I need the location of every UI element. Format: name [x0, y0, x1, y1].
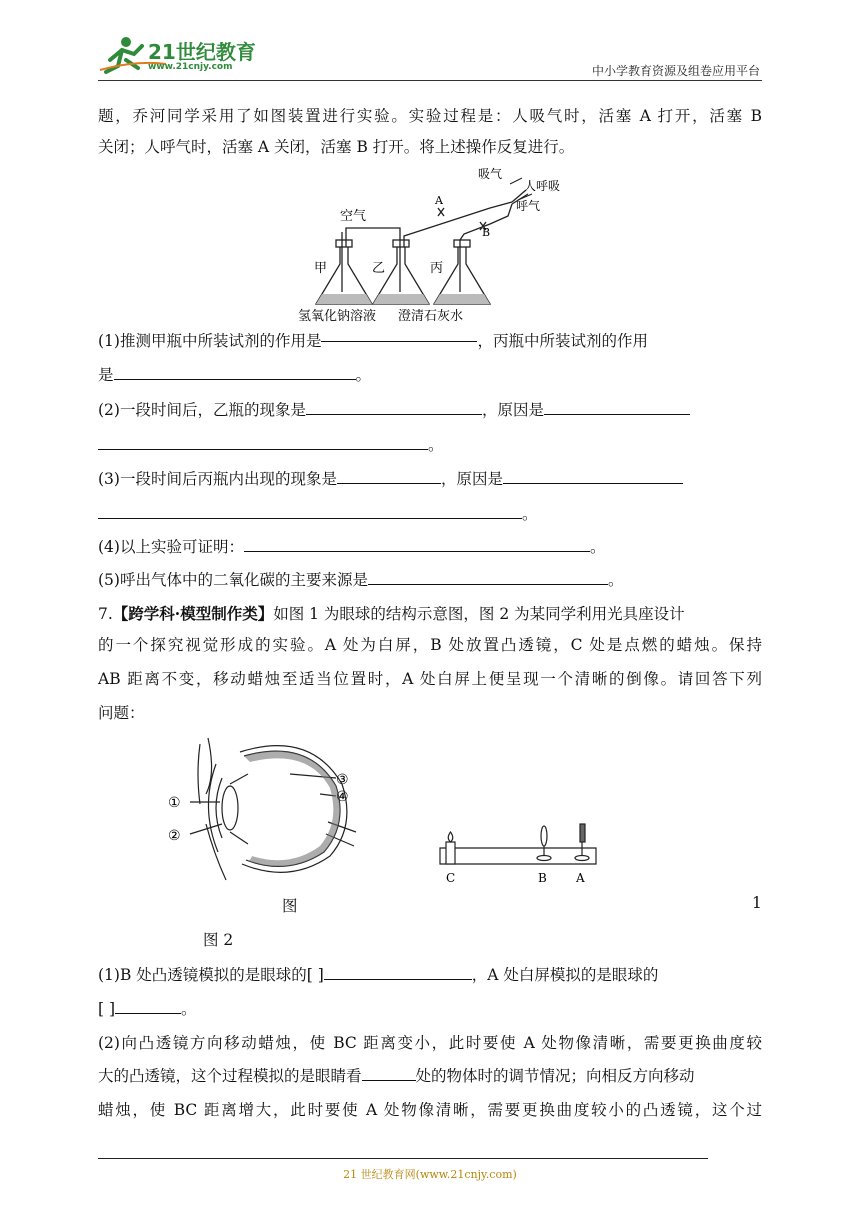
q6-part2-end: 。 — [428, 436, 444, 454]
q7-line-4: 问题： — [98, 704, 145, 722]
label-flask-bing: 丙 — [430, 261, 444, 276]
q7-line-3: AB 距离不变，移动蜡烛至适当位置时，A 处白屏上便呈现一个清晰的倒像。请回答下列 — [98, 670, 762, 688]
q6-part1-blank-2[interactable] — [114, 363, 356, 380]
q6-part2-text-a: (2)一段时间后，乙瓶的现象是 — [98, 401, 306, 419]
q7-sub2-line-2 — [98, 1061, 762, 1092]
q6-part1-text-c: 是 — [98, 366, 114, 384]
q6-part4-text-a: (4)以上实验可证明： — [98, 538, 244, 556]
q6-part1-text-b: ，丙瓶中所装试剂的作用 — [477, 332, 648, 350]
q6-part2-cont — [98, 430, 762, 461]
label-valve-b: B — [482, 226, 491, 239]
q7-sub1 — [98, 960, 762, 991]
label-limewater: 澄清石灰水 — [398, 309, 464, 324]
q6-part2 — [98, 395, 762, 426]
label-flask-jia: 甲 — [314, 261, 328, 276]
q6-part3 — [98, 464, 762, 495]
label-air: 空气 — [340, 209, 367, 224]
label-valve-a: A — [435, 194, 443, 207]
q6-part5-blank[interactable] — [368, 568, 608, 585]
logo-url: www.21cnjy.com — [148, 62, 233, 72]
q7-line-2: 的一个探究视觉形成的实验。A 处为白屏，B 处放置凸透镜，C 处是点燃的蜡烛。保持 — [98, 636, 762, 654]
q7-sub1-blank-2[interactable] — [115, 997, 181, 1014]
eye-label-1: ① — [168, 795, 181, 811]
q7-number: 7. — [98, 605, 113, 623]
eye-structure-figure — [160, 734, 390, 884]
q7-sub1-cont — [98, 994, 762, 1025]
q7-line-1 — [98, 598, 762, 630]
q6-part1-text-a: (1)推测甲瓶中所装试剂的作用是 — [98, 332, 322, 350]
bench-label-c: C — [446, 871, 456, 885]
label-exhale: 呼气 — [516, 199, 541, 213]
logo-text: 21世纪教育 — [148, 40, 256, 64]
q7-tag: 【跨学科·模型制作类】 — [112, 604, 274, 623]
q6-part2-blank-2[interactable] — [544, 398, 690, 415]
footer-text: 21 世纪教育网(www.21cnjy.com) — [343, 1168, 517, 1181]
q7-text-1: 如图 1 为眼球的结构示意图，图 2 为某同学利用光具座设计 — [273, 605, 685, 623]
q6-part3-blank-2[interactable] — [503, 467, 683, 484]
bench-label-a: A — [576, 871, 585, 885]
figure-2-caption: 图 2 — [203, 931, 234, 949]
q6-part3-blank-1[interactable] — [337, 467, 441, 484]
q6-part3-blank-3[interactable] — [98, 502, 522, 519]
eye-label-2: ② — [168, 828, 181, 844]
q6-part4-end: 。 — [589, 538, 606, 556]
q6-part1 — [98, 326, 762, 357]
q6-part1-end: 。 — [355, 366, 372, 384]
q7-sub2-line-3: 蜡烛，使 BC 距离增大，此时要使 A 处物像清晰，需要更换曲度较小的凸透镜，这个过 — [98, 1101, 762, 1119]
q6-part3-text-b: ，原因是 — [440, 470, 503, 488]
bench-label-b: B — [538, 871, 547, 885]
q6-part3-text-a: (3)一段时间后丙瓶内出现的现象是 — [98, 470, 337, 488]
label-person: 人呼吸 — [524, 179, 561, 193]
label-naoh: 氢氧化钠溶液 — [298, 309, 377, 324]
q6-part2-blank-1[interactable] — [306, 398, 482, 415]
header-divider — [98, 80, 762, 81]
intro-line-1: 题，乔河同学采用了如图装置进行实验。实验过程是：人吸气时，活塞 A 打开，活塞 B — [98, 107, 762, 125]
q7-sub1-blank-1[interactable] — [324, 963, 472, 980]
q6-part5 — [98, 565, 762, 596]
q6-part1-cont — [98, 360, 762, 391]
intro-line-2: 关闭；人呼气时，活塞 A 关闭，活塞 B 打开。将上述操作反复进行。 — [98, 138, 575, 156]
q6-part5-end: 。 — [607, 571, 624, 589]
q7-sub2-text-a: 大的凸透镜，这个过程模拟的是眼睛看 — [98, 1067, 362, 1085]
optical-bench-figure — [432, 822, 602, 886]
eye-label-3: ③ — [336, 772, 349, 788]
q6-part2-blank-3[interactable] — [98, 433, 428, 450]
site-logo — [96, 30, 266, 80]
footer-divider — [98, 1158, 708, 1159]
q7-sub2-blank[interactable] — [362, 1064, 416, 1081]
platform-name: 中小学教育资源及组卷应用平台 — [591, 64, 760, 78]
label-inhale: 吸气 — [478, 167, 503, 181]
q6-part3-cont — [98, 499, 762, 530]
q7-sub2-line-1: (2)向凸透镜方向移动蜡烛，使 BC 距离变小，此时要使 A 处物像清晰，需要更换曲度较 — [98, 1034, 762, 1052]
figure-1-caption-b: 1 — [752, 894, 762, 912]
q7-sub1-text-c: [ ] — [98, 1000, 116, 1018]
q7-sub2-text-b: 处的物体时的调节情况；向相反方向移动 — [415, 1067, 695, 1085]
q6-part4 — [98, 532, 762, 563]
q6-part3-end: 。 — [522, 505, 538, 523]
q6-part1-blank-1[interactable] — [321, 341, 477, 342]
eye-label-4: ④ — [336, 789, 349, 805]
q6-part5-text-a: (5)呼出气体中的二氧化碳的主要来源是 — [98, 571, 368, 589]
q6-part2-text-b: ，原因是 — [481, 401, 544, 419]
q6-part4-blank[interactable] — [244, 535, 590, 552]
figure-1-caption-a: 图 — [282, 897, 298, 915]
flask-apparatus-figure — [280, 164, 580, 324]
q7-sub1-end: 。 — [181, 1000, 197, 1018]
q7-sub1-text-b: ，A 处白屏模拟的是眼球的 — [471, 966, 659, 984]
q7-sub1-text-a: (1)B 处凸透镜模拟的是眼球的[ ] — [98, 966, 324, 984]
label-flask-yi: 乙 — [372, 261, 386, 276]
